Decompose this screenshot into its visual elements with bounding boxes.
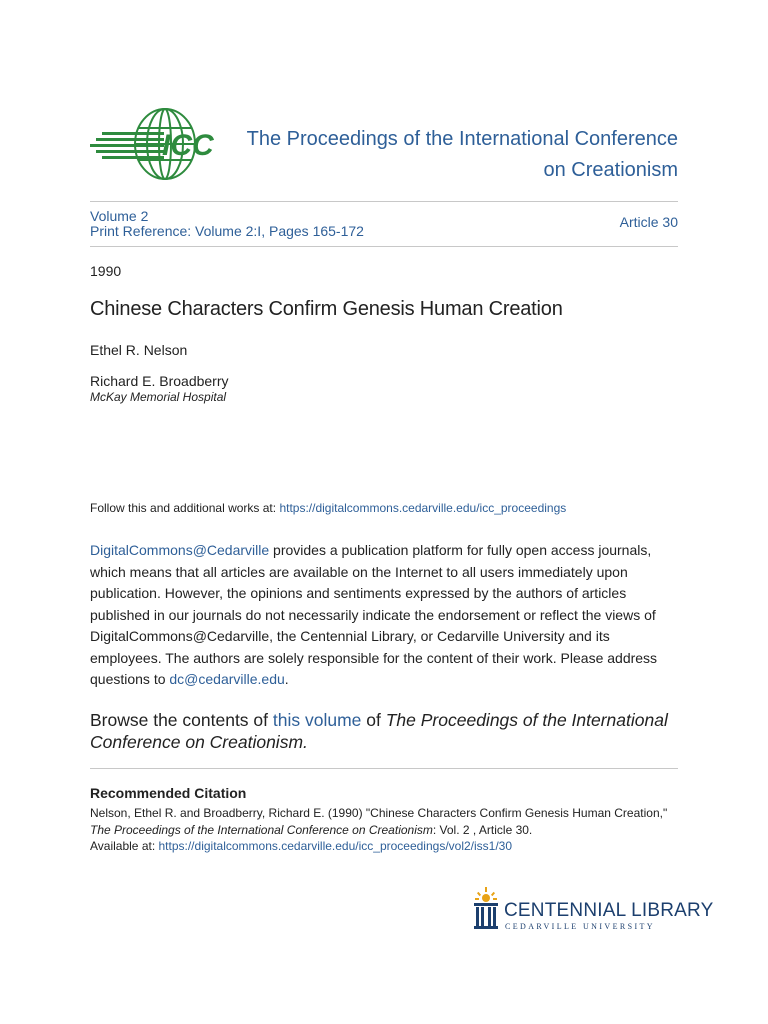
citation-volume: : Vol. 2 , Article 30.	[432, 822, 533, 837]
journal-title[interactable]	[236, 124, 678, 186]
centennial-library-logo[interactable]	[472, 886, 714, 938]
available-prefix: Available at:	[90, 839, 159, 853]
follow-prefix: Follow this and additional works at:	[90, 501, 280, 515]
citation-line3	[90, 838, 690, 855]
browse-journal-name: The Proceedings of the International Conference on Creationism	[90, 710, 668, 752]
description-text: provides a publication platform for fully open access journals, which means that all articles are available on the Internet to all users immediately upon publication. However, the opinions and sentiments expressed by the authors of articles published in our journals do not necessarily indicate the endorsement or reflect the views of DigitalCommons@Cedarville, the Centennial Library, or Cedarville University and its employees. The authors are solely responsible for the content of their work. Please address questions to	[90, 542, 658, 687]
follow-link[interactable]: https://digitalcommons.cedarville.edu/icc_proceedings	[279, 501, 567, 515]
platform-description	[90, 540, 680, 691]
citation-text	[90, 805, 690, 855]
journal-title-line1[interactable]: The Proceedings of the International Conference	[246, 128, 678, 150]
divider-mid	[90, 246, 678, 247]
paper-title: Chinese Characters Confirm Genesis Human Creation	[90, 298, 563, 320]
divider-bottom	[90, 768, 678, 769]
author-name: Richard E. Broadberry	[90, 373, 229, 389]
email-link[interactable]: dc@cedarville.edu	[169, 671, 285, 687]
this-volume-link[interactable]: this volume	[272, 710, 362, 730]
volume-link[interactable]: Volume 2	[90, 208, 149, 224]
publication-year: 1990	[90, 263, 122, 279]
browse-line	[90, 710, 690, 753]
author-affiliation: McKay Memorial Hospital	[90, 390, 227, 404]
digitalcommons-link[interactable]: DigitalCommons@Cedarville	[90, 542, 270, 558]
journal-title-line2[interactable]: on Creationism	[543, 159, 678, 181]
library-name: CENTENNIAL LIBRARY	[504, 900, 714, 921]
volume-block	[90, 209, 364, 239]
browse-middle: of	[361, 710, 386, 730]
citation-journal: The Proceedings of the International Conference on Creationism	[90, 822, 433, 837]
library-subtitle: CEDARVILLE UNIVERSITY	[505, 922, 655, 931]
citation-line2	[90, 822, 690, 839]
article-number: Article 30	[619, 214, 678, 230]
print-reference: Print Reference: Volume 2:I, Pages 165-172	[90, 223, 364, 239]
author-name: Ethel R. Nelson	[90, 342, 188, 358]
svg-text:ICC: ICC	[162, 129, 214, 162]
icc-logo	[88, 104, 230, 184]
citation-url-link[interactable]: https://digitalcommons.cedarville.edu/icc_proceedings/vol2/iss1/30	[158, 839, 513, 853]
citation-heading: Recommended Citation	[90, 785, 247, 801]
follow-line	[90, 501, 566, 515]
description-end: .	[284, 671, 289, 687]
library-building-icon	[472, 886, 504, 938]
citation-line1: Nelson, Ethel R. and Broadberry, Richard E. (1990) "Chinese Characters Confirm Genesis Human Creation,"	[90, 806, 668, 820]
browse-end: .	[303, 731, 308, 752]
divider-top	[90, 201, 678, 202]
browse-prefix: Browse the contents of	[90, 710, 273, 730]
